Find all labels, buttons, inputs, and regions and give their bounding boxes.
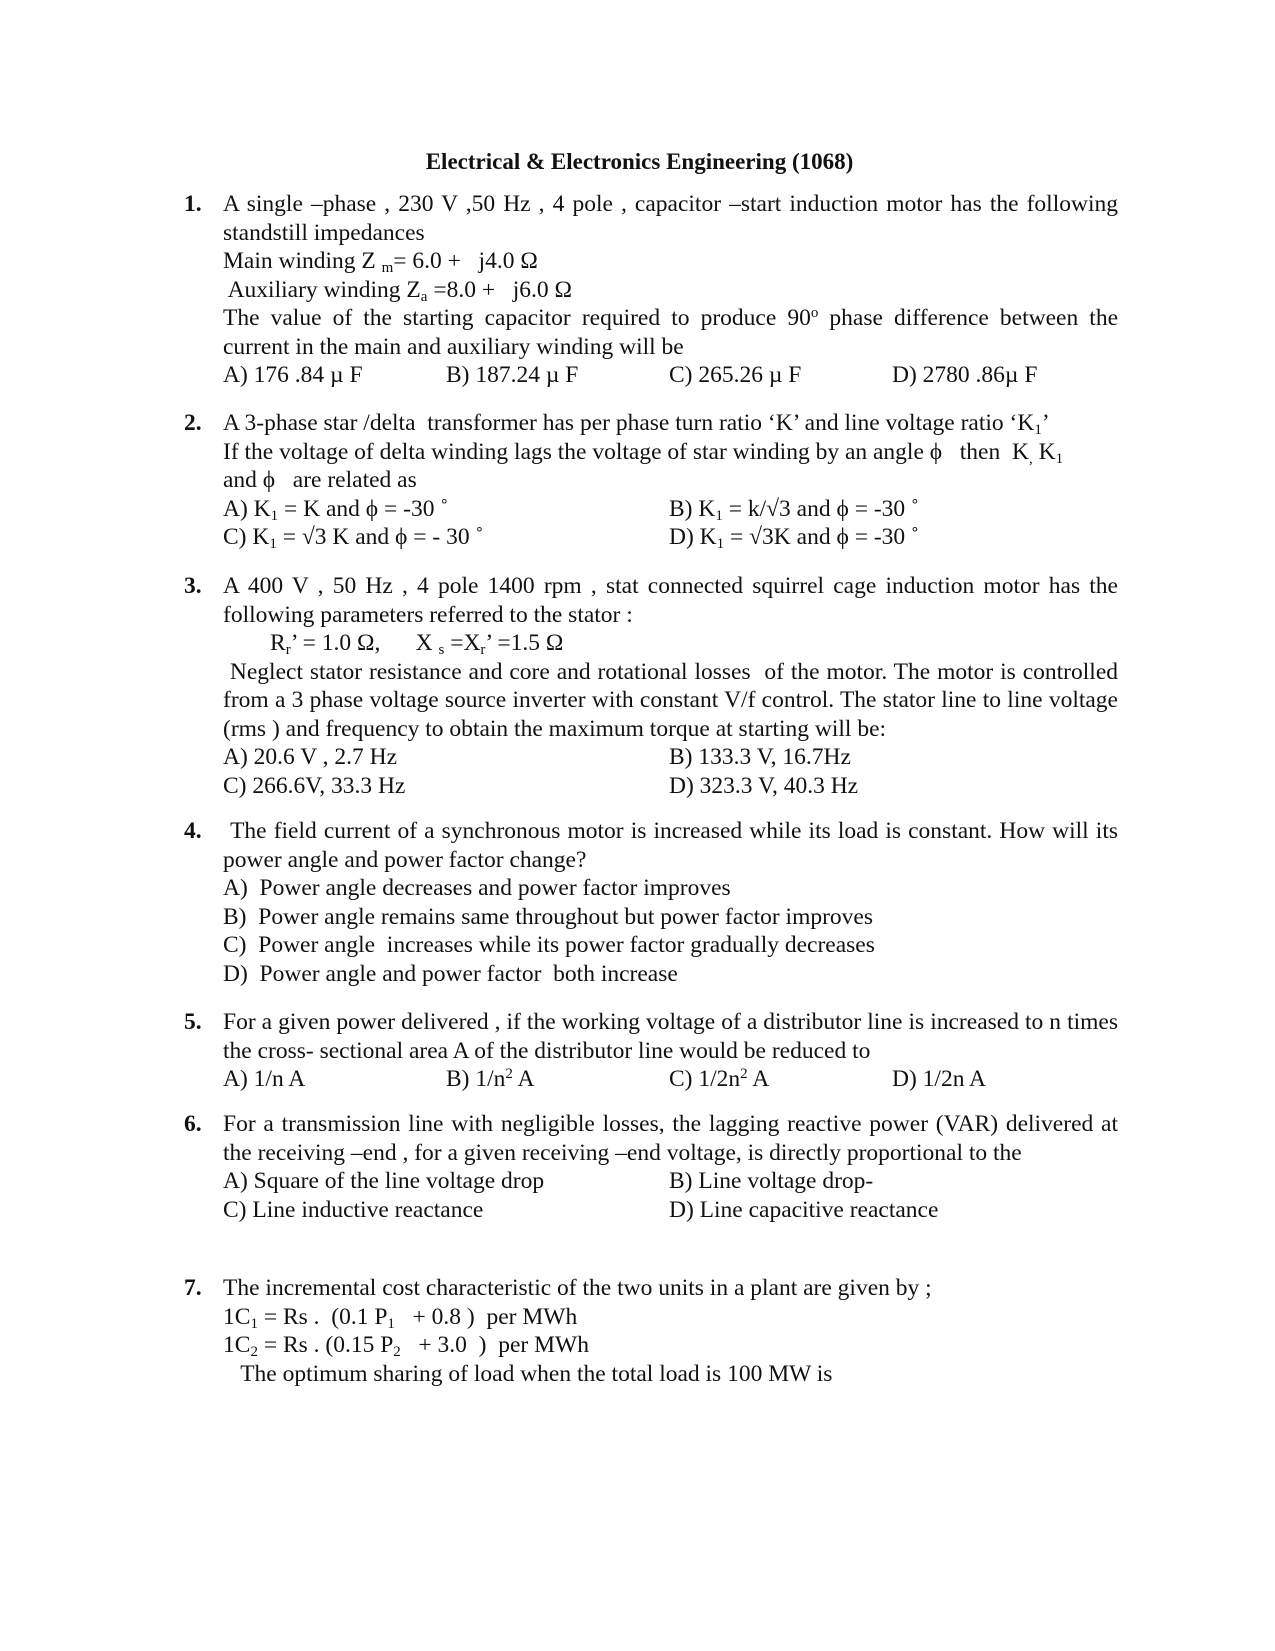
option-c: C) Line inductive reactance — [223, 1196, 484, 1223]
question-stem-line-2: If the voltage of delta winding lags the voltage of star winding by an angle ϕ then $K_,$ $K_1$ — [223, 438, 1064, 467]
option-a: A) Square of the line voltage drop — [223, 1168, 545, 1194]
option-b: B) Line voltage drop- — [669, 1168, 874, 1194]
option-c: C) $1/2n^2$ A — [669, 1066, 770, 1092]
option-d: D) 2780 .86µ F — [892, 362, 1038, 388]
question-stem-continued: Neglect stator resistance and core and rotational losses of the motor. The motor is controlled from a 3 phase voltage source inverter with constant V/f control. The stator line to line voltage (rms ) and frequency to obtain the maximum torque at starting will be: — [223, 658, 1124, 742]
answer-options-row-1 — [223, 495, 1118, 524]
answer-options-row-2 — [223, 772, 1118, 801]
option-b: B) $1/n^2$ A — [446, 1066, 535, 1092]
option-a: A) 1/n A — [223, 1066, 306, 1092]
answer-options-row-1 — [223, 1167, 1118, 1196]
option-d: D) 323.3 V, 40.3 Hz — [669, 772, 859, 799]
option-b: B) Power angle remains same throughout but power factor improves — [223, 903, 874, 930]
question-stem-continued: The value of the starting capacitor required to produce 90$^o$ phase difference between the current in the main and auxiliary winding will be — [223, 305, 1118, 360]
option-d: D) 1/2n A — [892, 1066, 986, 1092]
question-7 — [184, 1274, 1118, 1388]
answer-options-row-1 — [223, 743, 1118, 772]
question-number: 3. — [184, 573, 202, 599]
option-b: B) $K_1 = k/√3$ and ϕ = -30 ˚ — [669, 495, 919, 524]
motor-parameters: $R_r$’ = 1.0 Ω, X $_s =X_r$’ =1.5 Ω — [270, 630, 564, 658]
question-number: 7. — [184, 1275, 202, 1301]
question-5 — [184, 1008, 1118, 1094]
answer-options-row-2 — [223, 1196, 1118, 1225]
aux-winding-impedance: Auxiliary winding $Z_a =8.0 + j6.0$ Ω — [223, 276, 572, 305]
answer-options-row-2 — [223, 523, 1118, 552]
option-a: A) Power angle decreases and power factor improves — [223, 875, 731, 901]
question-stem-continued: The optimum sharing of load when the total load is 100 MW is — [223, 1360, 833, 1387]
question-number: 4. — [184, 818, 202, 844]
answer-options — [223, 1065, 1118, 1094]
question-stem: A 400 V , 50 Hz , 4 pole 1400 rpm , stat connected squirrel cage induction motor has the following parameters referred to the stator : — [223, 573, 1118, 628]
option-a: A) 176 .84 µ F — [223, 362, 363, 388]
option-b: B) 133.3 V, 16.7Hz — [669, 744, 851, 770]
question-stem: For a transmission line with negligible losses, the lagging reactive power (VAR) delivered at the receiving –end , for a given receiving –end voltage, is directly proportional to the — [223, 1111, 1118, 1166]
question-stem: For a given power delivered , if the working voltage of a distributor line is increased to n times the cross- sectional area A of the distributor line would be reduced to — [223, 1009, 1118, 1064]
incremental-cost-unit-1: $1C_1 = Rs$ . (0.1 $P_1 + 0.8$ ) per MWh — [223, 1303, 578, 1332]
question-stem: The field current of a synchronous motor is increased while its load is constant. How will its power angle and power factor change? — [223, 818, 1124, 873]
question-number: 1. — [184, 191, 202, 217]
question-number: 5. — [184, 1009, 202, 1035]
question-stem-line-1: A 3-phase star /delta transformer has per phase turn ratio ‘K’ and line voltage ratio ‘$K_1$’ — [223, 410, 1050, 438]
page-title: Electrical & Electronics Engineering (1068) — [425, 149, 854, 174]
question-number: 2. — [184, 410, 202, 436]
question-stem-line-3: and ϕ are related as — [223, 467, 417, 493]
question-stem: The incremental cost characteristic of the two units in a plant are given by ; — [223, 1275, 932, 1301]
option-d: D) Line capacitive reactance — [669, 1196, 939, 1223]
question-1 — [184, 190, 1118, 390]
option-a: A) $K_1 = K$ and ϕ = -30 ˚ — [223, 495, 449, 524]
question-number: 6. — [184, 1111, 202, 1137]
question-6 — [184, 1110, 1118, 1224]
option-b: B) 187.24 µ F — [446, 362, 579, 388]
question-2 — [184, 409, 1118, 552]
question-3 — [184, 572, 1124, 800]
question-4 — [184, 817, 1124, 988]
main-winding-impedance: Main winding Z $_m$= 6.0 + j4.0 Ω — [223, 248, 538, 276]
option-c: C) 265.26 µ F — [669, 362, 802, 388]
option-c: C) Power angle increases while its power factor gradually decreases — [223, 932, 875, 958]
option-d: D) Power angle and power factor both increase — [223, 960, 678, 987]
question-stem: A single –phase , 230 V ,50 Hz , 4 pole , capacitor –start induction motor has the following standstill impedances — [223, 191, 1118, 246]
option-c: C) 266.6V, 33.3 Hz — [223, 772, 406, 799]
option-a: A) 20.6 V , 2.7 Hz — [223, 744, 398, 770]
answer-options — [223, 361, 1118, 390]
option-d: D) $K_1 = √3K$ and ϕ = -30 ˚ — [669, 524, 919, 552]
incremental-cost-unit-2: $1C_2 = Rs$ . (0.15 $P_2 + 3.0$ ) per MWh — [223, 1332, 589, 1360]
option-c: C) $K_1 = √3$ K and ϕ = - 30 ˚ — [223, 524, 484, 552]
